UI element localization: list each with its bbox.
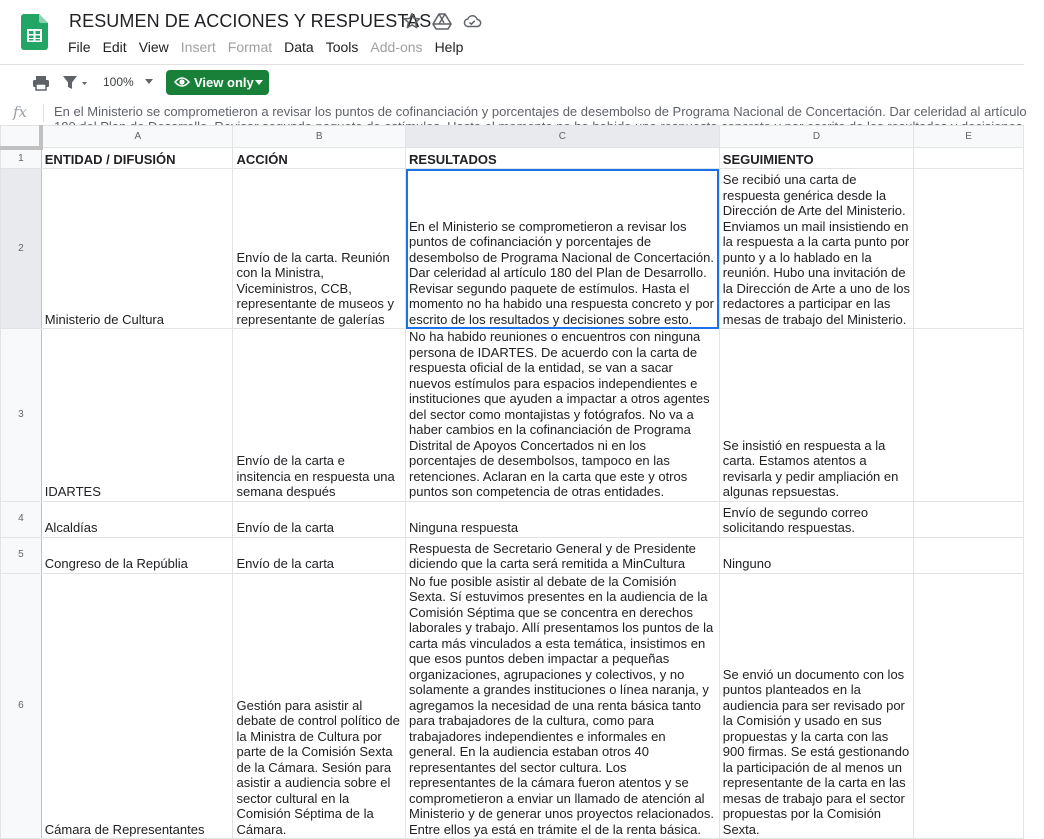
view-only-label: View only: [194, 75, 254, 90]
cell-a4[interactable]: Alcaldías: [41, 501, 233, 537]
menu-insert[interactable]: Insert: [180, 39, 216, 55]
chevron-down-icon: [255, 80, 263, 85]
cell-d3[interactable]: Se insistió en respuesta a la carta. Estamos atentos a revisarla y pedir ampliación en algunas repsuestas.: [719, 329, 913, 502]
document-title[interactable]: RESUMEN DE ACCIONES Y RESPUESTAS: [69, 11, 432, 31]
fx-icon: fx: [13, 103, 28, 121]
cell-d5[interactable]: Ninguno: [719, 537, 913, 573]
cell-c3[interactable]: No ha habido reuniones o encuentros con ninguna persona de IDARTES. De acuerdo con la carta de respuesta oficial de la entidad, se van a sacar nuevos estímulos para espacios independientes e instituciones que ayuden a impactar a otros agentes del sector como montajistas y fotógrafos. No va a haber cambios en la cofinanciación de Programa Distrital de Apoyos Concertados ni en los porcentajes de desembolsos, tampoco en las retenciones. Aclaran en la carta que este y otros puntos son competencia de otras entidades.: [406, 329, 720, 502]
cell-a2[interactable]: Ministerio de Cultura: [41, 169, 233, 329]
cell-e5[interactable]: [914, 537, 1024, 573]
menu-format[interactable]: Format: [227, 39, 273, 55]
filter-icon[interactable]: [61, 73, 89, 93]
select-all-corner[interactable]: [1, 126, 42, 148]
cell-d4[interactable]: Envío de segundo correo solicitando respuestas.: [719, 501, 913, 537]
cell-c2-selected[interactable]: En el Ministerio se comprometieron a revisar los puntos de cofinanciación y porcentajes de desembolso de Programa Nacional de Concertación. Dar celeridad al artículo 180 del Plan de Desarrollo. Revisar segundo paquete de estímulos. Hasta el momento no ha habido una respuesta concreto y por escrito de los resultados y decisiones sobre esto.: [406, 169, 720, 329]
menu-data[interactable]: Data: [284, 39, 314, 55]
cell-e2[interactable]: [914, 169, 1024, 329]
cell-d2[interactable]: Se recibió una carta de respuesta genérica desde la Dirección de Arte del Ministerio. Enviamos un mail insistiendo en la respuesta a la carta punto por punto y a lo hablado en la reunión. Hubo una invitación de la Dirección de Arte a uno de los redactores a participar en las mesas de trabajo del Ministerio.: [719, 169, 913, 329]
cell-a1[interactable]: ENTIDAD / DIFUSIÓN: [41, 148, 233, 169]
cell-e3[interactable]: [914, 329, 1024, 502]
toolbar: [0, 64, 1024, 102]
spreadsheet-grid: [0, 125, 1024, 837]
table-row: [1, 573, 1024, 839]
menu-help[interactable]: Help: [434, 39, 464, 55]
formula-bar: [0, 101, 1027, 126]
menu-file[interactable]: File: [68, 39, 91, 55]
column-header-b[interactable]: B: [233, 126, 406, 148]
cell-b2[interactable]: Envío de la carta. Reunión con la Ministra, Viceministros, CCB, representante de museos y representante de galerías: [233, 169, 406, 329]
cell-b4[interactable]: Envío de la carta: [233, 501, 406, 537]
row-header[interactable]: 1: [1, 148, 42, 169]
row-header[interactable]: 5: [1, 537, 42, 573]
print-icon[interactable]: [31, 73, 51, 93]
drive-move-icon[interactable]: [432, 11, 452, 31]
cell-d1[interactable]: SEGUIMIENTO: [719, 148, 913, 169]
cloud-status-icon[interactable]: [462, 11, 482, 31]
row-header[interactable]: 6: [1, 573, 42, 839]
cell-b5[interactable]: Envío de la carta: [233, 537, 406, 573]
formula-input[interactable]: En el Ministerio se comprometieron a revisar los puntos de cofinanciación y porcentajes de desembolso de Programa Nacional de Concertación. Dar celeridad al artículo: [54, 104, 1027, 119]
table-row: [1, 329, 1024, 502]
row-header[interactable]: 2: [1, 169, 42, 329]
zoom-select[interactable]: 100%: [103, 75, 134, 89]
menu-tools[interactable]: Tools: [325, 39, 359, 55]
table-row: [1, 501, 1024, 537]
menu-edit[interactable]: Edit: [102, 39, 127, 55]
row-header[interactable]: 4: [1, 501, 42, 537]
table-row: [1, 148, 1024, 169]
table-row: [1, 537, 1024, 573]
cell-a5[interactable]: Congreso de la Repúblia: [41, 537, 233, 573]
chevron-down-icon[interactable]: [145, 79, 153, 85]
cell-c5[interactable]: Respuesta de Secretario General y de Presidente diciendo que la carta será remitida a MinCultura: [406, 537, 720, 573]
view-only-button[interactable]: [166, 70, 269, 95]
cell-e6[interactable]: [914, 573, 1024, 839]
menu-bar: [68, 39, 475, 55]
column-header-a[interactable]: A: [41, 126, 233, 148]
cell-c1[interactable]: RESULTADOS: [406, 148, 720, 169]
cell-a6[interactable]: Cámara de Representantes: [41, 573, 233, 839]
cell-c4[interactable]: Ninguna respuesta: [406, 501, 720, 537]
formula-divider: [43, 104, 44, 122]
title-bar: [0, 0, 1024, 64]
cell-b1[interactable]: ACCIÓN: [233, 148, 406, 169]
cell-c6[interactable]: No fue posible asistir al debate de la Comisión Sexta. Sí estuvimos presentes en la audiencia de la Comisión Séptima que se concentra en derechos laborales y trabajo. Allí presentamos los puntos de la carta más vinculados a esta temática, insistimos en que esos puntos deben impactar a pequeñas organizaciones, agrupaciones y colectivos, y no solamente a grandes instituciones o línea naranja, y agregamos la necesidad de una renta básica tanto para trabajadores de la cultura, como para trabajadores independientes e informales en general. En la audiencia estaban otros 40 representantes del sector cultura. Los representantes de la cámara fueron atentos y se comprometieron a enviar un llamado de atención al Ministerio y de generar unos proyectos relacionados. Entre ellos ya está en trámite el de la renta básica.: [406, 573, 720, 839]
cell-d6[interactable]: Se envió un documento con los puntos planteados en la audiencia para ser revisado por la Comisión y usado en sus propuestas y la carta con las 900 firmas. Se está gestionando la participación de al menos un representante de la carta en las mesas de trabajo para el sector propuestas por la Comisión Sexta.: [719, 573, 913, 839]
cell-b3[interactable]: Envío de la carta e insitencia en respuesta una semana después: [233, 329, 406, 502]
table-row: [1, 169, 1024, 329]
cell-b6[interactable]: Gestión para asistir al debate de control político de la Ministra de Cultura por parte de la Comisión Sexta de la Cámara. Sesión para asistir a audiencia sobre el sector cultural en la Comisión Séptima de la Cámara.: [233, 573, 406, 839]
column-header-e[interactable]: E: [914, 126, 1024, 148]
cell-a3[interactable]: IDARTES: [41, 329, 233, 502]
star-icon[interactable]: [402, 11, 422, 31]
menu-add-ons[interactable]: Add-ons: [370, 39, 423, 55]
menu-view[interactable]: View: [138, 39, 169, 55]
row-header[interactable]: 3: [1, 329, 42, 502]
cell-e1[interactable]: [914, 148, 1024, 169]
column-header-c[interactable]: C: [406, 126, 720, 148]
sheets-logo-icon[interactable]: [21, 14, 48, 50]
cell-e4[interactable]: [914, 501, 1024, 537]
eye-icon: [174, 75, 190, 89]
column-header-d[interactable]: D: [719, 126, 913, 148]
